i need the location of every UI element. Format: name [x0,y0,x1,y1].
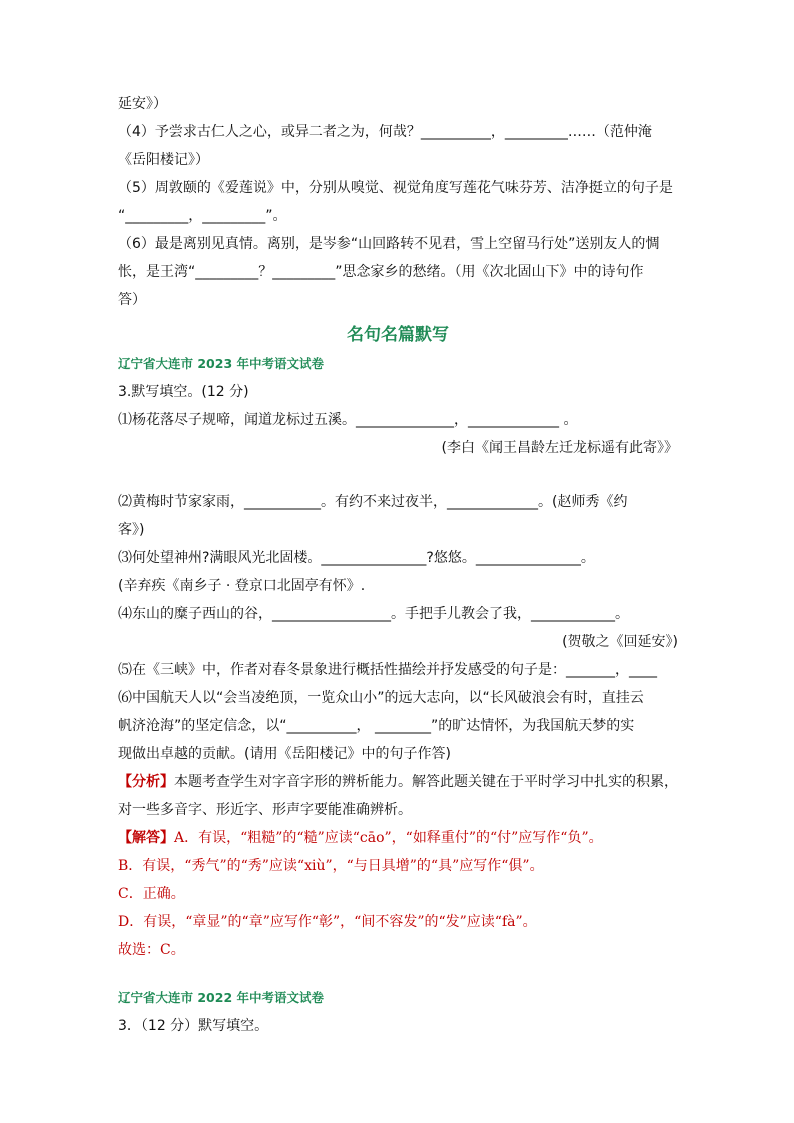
section-title: 名句名篇默写 [347,325,449,345]
text-line: （6）最是离别见真情。离别，是岑参“山回路转不见君，雪上空留马行处”送别友人的惆 [118,236,660,252]
analysis-text: 本题考查学生对字音字形的辨析能力。解答此题关键在于平时学习中扎实的积累， [174,774,678,790]
text-line: 延安》） [118,96,167,112]
question-stem: 3．（12 分）默写填空。 [118,1018,269,1034]
text-line: “_________，_________”。 [118,208,287,224]
question-line: 现做出卓越的贡献。(请用《岳阳楼记》中的句子作答) [118,746,451,762]
document-content [118,0,678,1040]
analysis-line [118,768,678,796]
answer-c: C．正确。 [118,886,185,902]
question-line: ⑸在《三峡》中，作者对春冬景象进行概括性描绘并抒发感受的句子是：_______，____ [118,662,657,678]
question-line: ⑷东山的糜子西山的谷，_________________。手把手儿教会了我，____________。 [118,606,629,622]
analysis-line: 对一些多音字、形近字、形声字要能准确辨析。 [118,802,412,818]
question-line: 帆济沧海”的坚定信念，以“__________， ________”的旷达情怀，为我国航天梦的实 [118,718,635,734]
exam-source-2023: 辽宁省大连市 2023 年中考语文试卷 [118,356,324,371]
question-line: 客》) [118,522,145,538]
citation: (贺敬之《回延安》) [562,634,678,650]
text-line: （4）予尝求古仁人之心，或异二者之为，何哉？__________，_________……（范仲淹 [118,124,652,140]
answer-choice: 故选：C。 [118,942,185,958]
question-line: ⑴杨花落尽子规啼，闻道龙标过五溪。______________，_____________ 。 [118,412,578,428]
question-line: (辛弃疾《南乡子 · 登京口北固亭有怀》. [118,578,366,594]
top-spacer [118,0,678,90]
answer-b: B．有误，“秀气”的“秀”应读“xiù”，“与日具增”的“具”应写作“俱”。 [118,858,544,874]
text-line: （5）周敦颐的《爱莲说》中，分别从嗅觉、视觉角度写莲花气味芬芳、洁净挺立的句子是 [118,180,673,196]
citation: (李白《闻王昌龄左迁龙标遥有此寄》》 [441,440,678,456]
analysis-tag: 【分析】 [118,774,174,790]
answer-a: A．有误，“粗糙”的“糙”应读“cāo”，“如释重付”的“付”应写作“负”。 [174,830,603,846]
text-line: 怅，是王湾“_________？_________”思念家乡的愁绪。（用《次北固山下》中的诗句作 [118,264,644,280]
question-line: ⑵黄梅时节家家雨，___________。有约不来过夜半，_____________。(赵师秀《约 [118,494,628,510]
answer-line [118,824,678,852]
text-line: 《岳阳楼记》） [118,152,209,168]
question-line: ⑶何处望神州?满眼风光北固楼。_______________?悠悠。_______________。 [118,550,595,566]
answer-tag: 【解答】 [118,830,174,846]
question-stem: 3.默写填空。(12 分) [118,384,249,400]
question-line: ⑹中国航天人以“会当凌绝顶，一览众山小”的远大志向，以“长风破浪会有时，直挂云 [118,690,644,706]
text-line: 答） [118,292,146,308]
exam-source-2022: 辽宁省大连市 2022 年中考语文试卷 [118,990,324,1005]
answer-d: D．有误，“章显”的“章”应写作“彰”，“间不容发”的“发”应读“fà”。 [118,914,537,930]
